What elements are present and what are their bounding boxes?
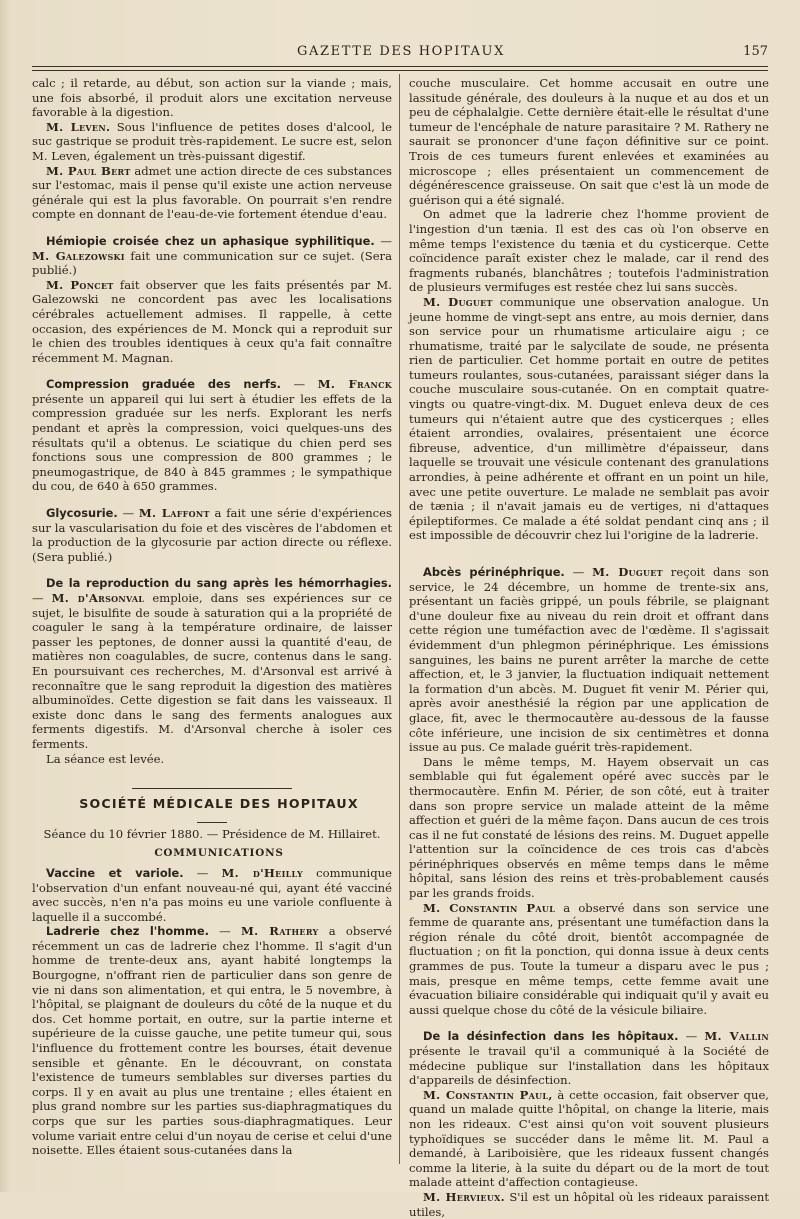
speaker-name: M. Laffont [138,506,210,521]
speaker-name: M. Poncet [46,277,114,292]
ornament-divider [32,778,392,792]
section-reproduction-sang: De la reproduction du sang après les hémorrhagies. — M. d'Arsonval emploie, dans ses expériences sur ce sujet, le bisulfite de soude à saturation qui a la propriété de coaguler le sang à la température ordinaire, de laisser passer les peptones, de donner aussi la quantité d'eau, de matières non coagulables, de sucre, contenus dans le sang. En poursuivant ces recherches, M. d'Arsonval est arrivé à reconnaître que le sang reproduit la digestion des matières albuminoïdes. Cette digestion se fait dans les vaisseaux. Il existe donc dans le sang des ferments analogues aux ferments digestifs. M. d'Arsonval cherche à isoler ces ferments. [32,576,392,751]
speaker-name: M. Vallin [704,1029,769,1044]
section-heading: Hémiopie croisée chez un aphasique syphilitique. [46,233,375,248]
paragraph: Dans le même temps, M. Hayem observait un cas semblable qui fut également opéré avec succès par le thermocautère. Enfin M. Périer, de son côté, eut à traiter dans son propre service un malade atteint de la même affection et guéri de la même façon. Dans aucun de ces trois cas il ne fut constaté de lésions des reins. M. Duguet appelle l'attention sur la coïncidence de ces trois cas d'abcès périnéphriques observés en même temps dans le même hôpital, sans lésion des reins et très-probablement causés par les grands froids. [409,754,769,901]
section-heading: De la désinfection dans les hôpitaux. [423,1029,679,1044]
short-rule [32,812,392,822]
section-heading: Vaccine et variole. [46,865,184,880]
speaker-name: M. Franck [317,377,393,392]
section-heading: Abcès périnéphrique. [423,565,565,579]
section-vaccine: Vaccine et variole. — M. d'Heilly communique l'observation d'un enfant nouveau-né qui, ayant été vacciné avec succès, n'en n'a pas moins eu une variole confluente à laquelle il a succombé. [32,865,392,924]
speaker-name: M. d'Heilly [221,865,303,880]
header-rule-thin [32,70,768,71]
section-ladrerie: Ladrerie chez l'homme. — M. Rathery a observé récemment un cas de ladrerie chez l'homme. Il s'agit d'un homme de trente-deux ans, ayant habité longtemps la Bourgogne, n'offrant rien de particulier dans son genre de vie ni dans son alimentation, et qui entra, le 5 novembre, à l'hôpital, se plaignant de douleurs du côté de la nuque et du dos. Cet homme portait, en outre, sur la partie interne et supérieure de la cuisse gauche, une petite tumeur qui, sous l'influence du frottement contre les bourses, était devenue sensible et gênante. En le découvrant, on constata l'existence de tumeurs semblables sur diverses parties du corps. Il y en avait au plus une trentaine ; elles étaient en plus grand nombre sur les parties sus-diaphragmatiques du corps que sur les parties sous-diaphragmatiques. Leur volume variait entre celui d'un noyau de cerise et celui d'une noisette. Elles étaient sous-cutanées dans la [32,924,393,1158]
section-heading: Ladrerie chez l'homme. [46,924,209,939]
section-heading: Compression graduée des nerfs. [46,377,281,392]
communications-heading: COMMUNICATIONS [154,847,284,860]
speaker-name: M. Galezowski [32,248,125,263]
paragraph: M. Hervieux. S'il est un hôpital où les rideaux paraissent utiles, [409,1189,769,1219]
page-header [32,42,770,64]
right-column [409,76,769,1219]
section-hemiopie: Hémiopie croisée chez un aphasique syphilitique. — M. Galezowski fait une communication sur ce sujet. (Sera publié.) [32,233,393,278]
speaker-name: M. Duguet [423,294,493,309]
paragraph: M. Poncet fait observer que les faits présentés par M. Galezowski ne concordent pas avec les localisations cérébrales actuellement admises. Il rappelle, à cette occasion, des expériences de M. Monck qui a reproduit sur le chien des troubles identiques à ceux qu'a fait connaître récemment M. Magnan. [32,277,392,365]
speaker-name: M. Constantin Paul [423,900,556,915]
journal-title: GAZETTE DES HOPITAUX [297,44,505,59]
paragraph: M. Duguet communique une observation analogue. Un jeune homme de vingt-sept ans entre, au mois dernier, dans son service pour un rhumatisme articulaire aigu ; ce rhumatisme, traité par le salycilate de soude, ne présenta rien de particulier. Cet homme portait en outre de petites tumeurs roulantes, sous-cutanées, paraissant siéger dans la couche musculaire sous-cutanée. On en comptait quatre-vingts ou quatre-vingt-dix. M. Duguet enleva deux de ces tumeurs qui n'étaient autre que des cysticerques ; elles étaient arrondies, ovalaires, présentaient une écorce fibreuse, adventice, d'un millimètre d'épaisseur, dans laquelle se trouvait une vésicule contenant des granulations arrondies, à peine adhérente et offrant en un point un hile, avec une petite ouverture. Le malade ne semblait pas avoir de tænia ; il n'avait jamais eu de vertiges, ni d'attaques épileptiformes. Ce malade a été soldat pendant cinq ans ; il est impossible de découvrir chez lui l'origine de la ladrerie. [409,294,769,543]
paragraph: On admet que la ladrerie chez l'homme provient de l'ingestion d'un tænia. Il est des cas où l'on observe en même temps l'existence du tænia et du cysticerque. Cette coïncidence paraît exister chez le malade, car il rend des fragments rubanés, blanchâtres ; toutefois l'administration de plusieurs vermifuges est restée chez lui sans succès. [409,207,769,295]
speaker-name: M. Duguet [592,565,663,579]
section-heading: De la reproduction du sang après les hémorrhagies. [46,576,392,591]
society-title: SOCIÉTÉ MÉDICALE DES HOPITAUX [79,796,359,812]
left-column [32,76,392,1158]
paragraph: calc ; il retarde, au début, son action sur la viande ; mais, une fois absorbé, il produit alors une excitation nerveuse favorable à la digestion. [32,76,392,120]
speaker-name: M. Hervieux. [423,1189,505,1204]
speaker-name: M. Paul Bert [46,163,131,178]
section-compression: Compression graduée des nerfs. — M. Franck présente un appareil qui lui sert à étudier les effets de la compression graduée sur les nerfs. Explorant les nerfs pendant et après la compression, voici quelques-uns des résultats qu'il a obtenus. Le sciatique du chien perd ses fonctions sous une compression de 800 grammes ; le pneumogastrique, de 840 à 845 grammes ; le sympathique du cou, de 640 à 650 grammes. [32,377,393,494]
section-abces: Abcès périnéphrique. — M. Duguet reçoit dans son service, le 24 décembre, un homme de trente-six ans, présentant un faciès grippé, un pouls fébrile, se plaignant d'une douleur fixe au niveau du rein droit et offrant dans cette région une tuméfaction avec de l'œdème. Il s'agissait évidemment d'un phlegmon périnéphrique. Les émissions sanguines, les bains ne purent arrêter la marche de cette affection, et, le 3 janvier, la fluctuation indiquait nettement la formation d'un abcès. M. Duguet fit venir M. Périer qui, après avoir anesthésié la région par une application de glace, fit, avec le thermocautère au-dessous de la fausse côte inférieure, une incision de six centimètres et donna issue au pus. Ce malade guérit très-rapidement. [409,565,769,755]
closing-line: La séance est levée. [46,751,165,766]
paragraph: M. Constantin Paul a observé dans son service une femme de quarante ans, présentant une tuméfaction dans la région rénale du côté droit, bientôt accompagnée de fluctuation ; on fit la ponction, qui donna issue à deux cents grammes de pus. Toute la tumeur a disparu avec le pus ; mais, presque en même temps, cette femme avait une évacuation biliaire considérable qui indiquait qu'il y avait eu aussi quelque chose du côté de la vésicule biliaire. [409,900,769,1017]
speaker-name: M. d'Arsonval [51,591,145,605]
paragraph: couche musculaire. Cet homme accusait en outre une lassitude générale, des douleurs à la nuque et au dos et un peu de céphalalgie. Cette dernière était-elle le résultat d'une tumeur de l'encéphale de nature parasitaire ? M. Rathery ne saurait se prononcer d'une façon définitive sur ce point. Trois de ces tumeurs furent enlevées et examinées au microscope ; elles présentaient un commencement de dégénérescence graisseuse. On sait que c'est là un mode de guérison qui a été signalé. [409,76,769,207]
section-desinfection: De la désinfection dans les hôpitaux. — M. Vallin présente le travail qu'il a communiqué à la Société de médecine publique sur l'installation dans les hôpitaux d'appareils de désinfection. [409,1029,769,1088]
speaker-name: M. Leven. [46,119,111,134]
paragraph: M. Paul Bert admet une action directe de ces substances sur l'estomac, mais il pense qu'il existe une action nerveuse générale qui est la plus favorable. On pourrait s'en rendre compte en donnant de l'eau-de-vie fortement étendue d'eau. [32,163,392,222]
paragraph: M. Leven. Sous l'influence de petites doses d'alcool, le suc gastrique se produit très-rapidement. Le sucre est, selon M. Leven, également un très-puissant digestif. [32,119,392,163]
header-rule-thick [32,66,768,67]
session-line: Séance du 10 février 1880. — Présidence de M. Hillairet. [43,826,381,841]
speaker-name: M. Constantin Paul, [423,1087,553,1102]
speaker-name: M. Rathery [240,924,319,939]
section-heading: Glycosurie. [46,506,118,521]
column-separator [399,74,400,1164]
section-glycosurie: Glycosurie. — M. Laffont a fait une série d'expériences sur la vascularisation du foie et des viscères de l'abdomen et la production de la glycosurie par action directe ou réflexe. (Sera publié.) [32,506,392,564]
page-number: 157 [743,44,768,59]
paragraph: M. Constantin Paul, à cette occasion, fait observer que, quand un malade quitte l'hôpital, on change la literie, mais non les rideaux. C'est ainsi qu'on voit souvent plusieurs typhoïdiques se succéder dans le même lit. M. Paul a demandé, à Lariboisière, que les rideaux fussent changés comme la literie, à la suite du départ ou de la mort de tout malade atteint d'affection contagieuse. [409,1087,769,1190]
